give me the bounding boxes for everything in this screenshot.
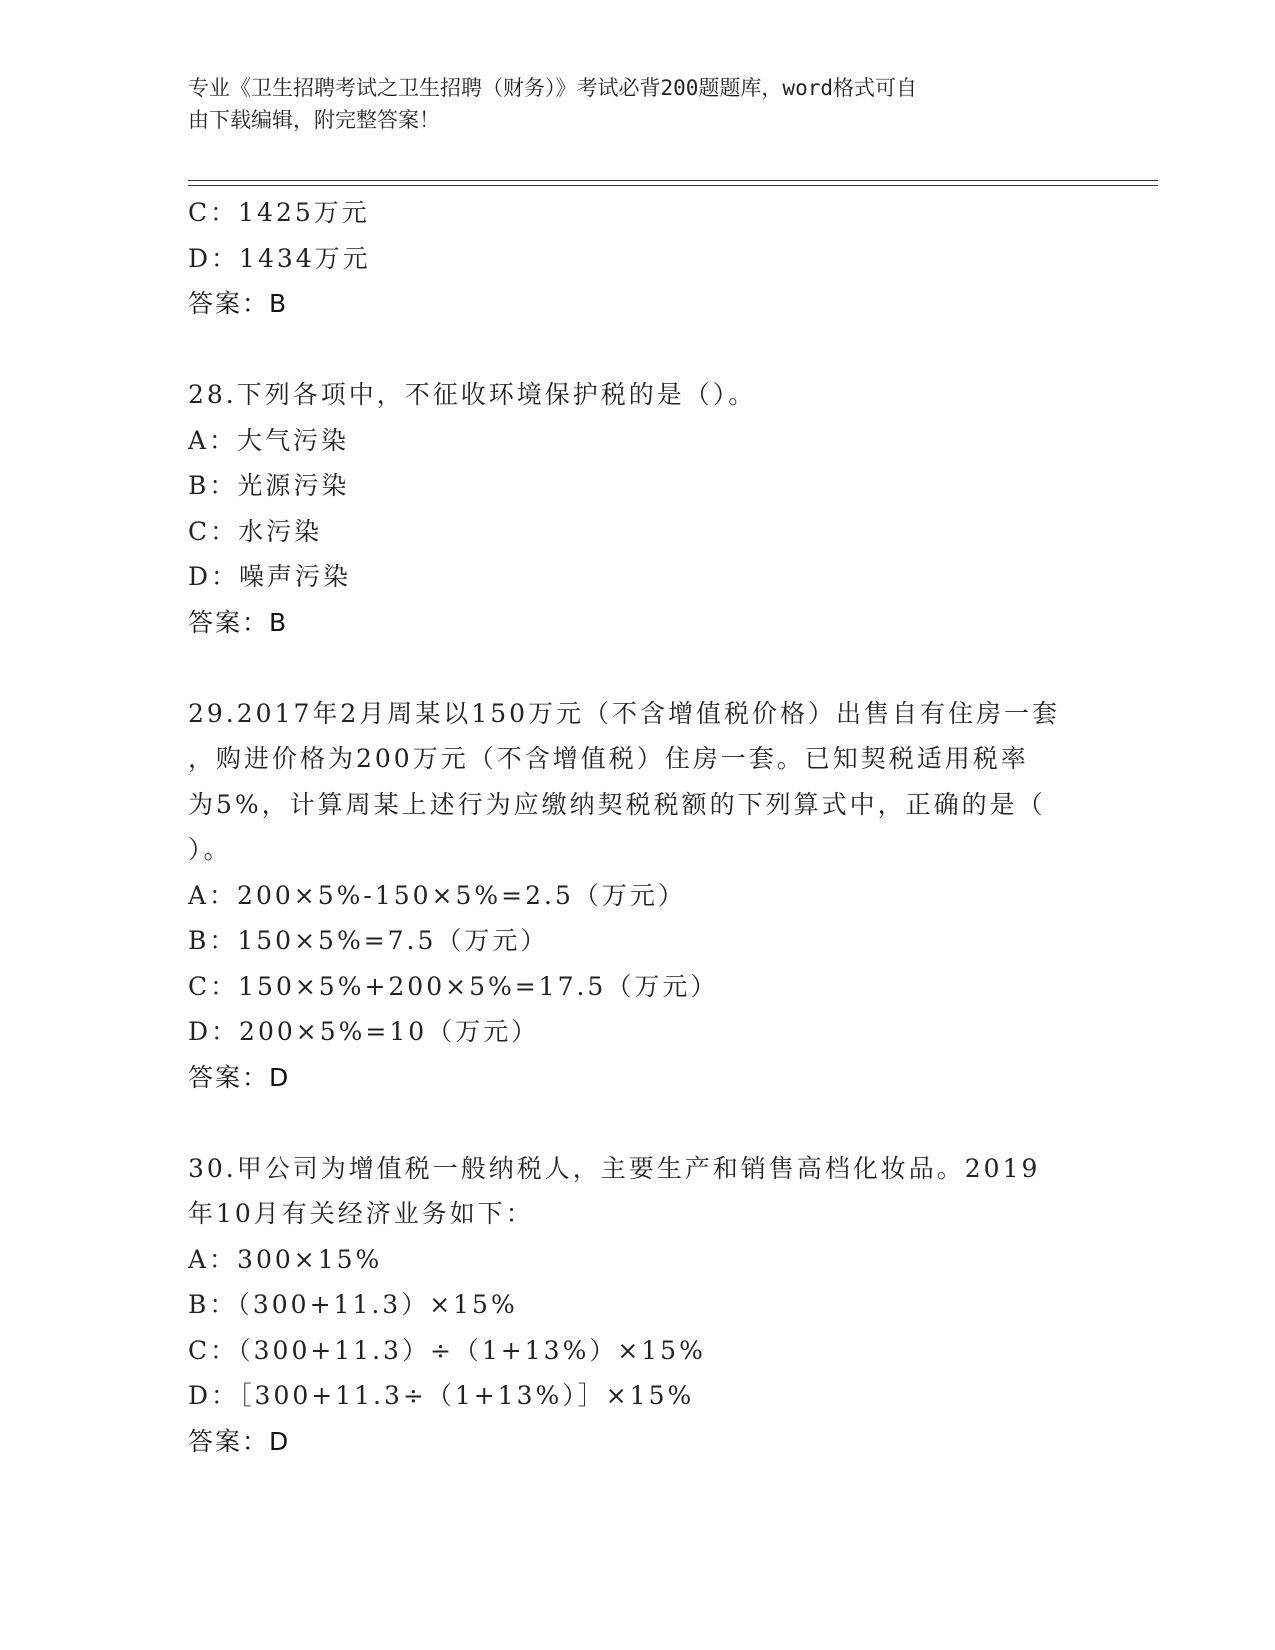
option-b: B：150×5%=7.5（万元） (188, 926, 549, 955)
option-d: D：噪声污染 (188, 562, 352, 591)
spacer (188, 1100, 1088, 1146)
question-stem-line: 29.2017年2月周某以150万元（不含增值税价格）出售自有住房一套 (188, 698, 1061, 728)
option-d: D：1434万元 (188, 243, 371, 273)
answer: 答案：D (188, 1062, 291, 1092)
spacer (188, 327, 1088, 373)
option-d: D：［300+11.3÷（1+13%）］×15% (188, 1381, 695, 1410)
question-stem-line: 30.甲公司为增值税一般纳税人，主要生产和销售高档化妆品。2019 (188, 1153, 1041, 1183)
document-body (188, 190, 1088, 1464)
question-stem-line: ，购进价格为200万元（不含增值税）住房一套。已知契税适用税率 (188, 744, 1029, 773)
question-stem-line: 为5%，计算周某上述行为应缴纳契税税额的下列算式中，正确的是（ (188, 789, 1046, 819)
header-divider-bottom (188, 185, 1158, 186)
question-stem-line: 年10月有关经济业务如下： (188, 1199, 534, 1228)
option-a: A：300×15% (188, 1244, 383, 1274)
question-stem-line: ）。 (188, 835, 232, 864)
question-28 (188, 372, 1088, 645)
option-c: C：1425万元 (188, 198, 370, 227)
header-line-2: 由下载编辑，附完整答案！ (188, 108, 440, 132)
option-c: C：（300+11.3）÷（1+13%）×15% (188, 1335, 706, 1365)
option-c: C：150×5%+200×5%=17.5（万元） (188, 971, 719, 1001)
answer: 答案：B (188, 289, 289, 318)
answer: 答案：B (188, 607, 289, 637)
previous-question-tail (188, 190, 1088, 327)
option-c: C：水污染 (188, 516, 323, 546)
document-header (188, 72, 1068, 136)
header-line-1: 专业《卫生招聘考试之卫生招聘（财务）》考试必背200题题库，word格式可自 (188, 76, 917, 100)
answer: 答案：D (188, 1426, 291, 1456)
spacer (188, 645, 1088, 691)
question-30 (188, 1146, 1088, 1465)
option-a: A：200×5%-150×5%=2.5（万元） (188, 880, 686, 910)
option-b: B：（300+11.3）×15% (188, 1290, 518, 1319)
option-d: D：200×5%=10（万元） (188, 1017, 540, 1046)
option-a: A：大气污染 (188, 425, 350, 455)
question-stem: 28.下列各项中，不征收环境保护税的是（）。 (188, 380, 757, 409)
header-divider-top (188, 180, 1158, 181)
question-29 (188, 691, 1088, 1101)
option-b: B：光源污染 (188, 471, 350, 500)
